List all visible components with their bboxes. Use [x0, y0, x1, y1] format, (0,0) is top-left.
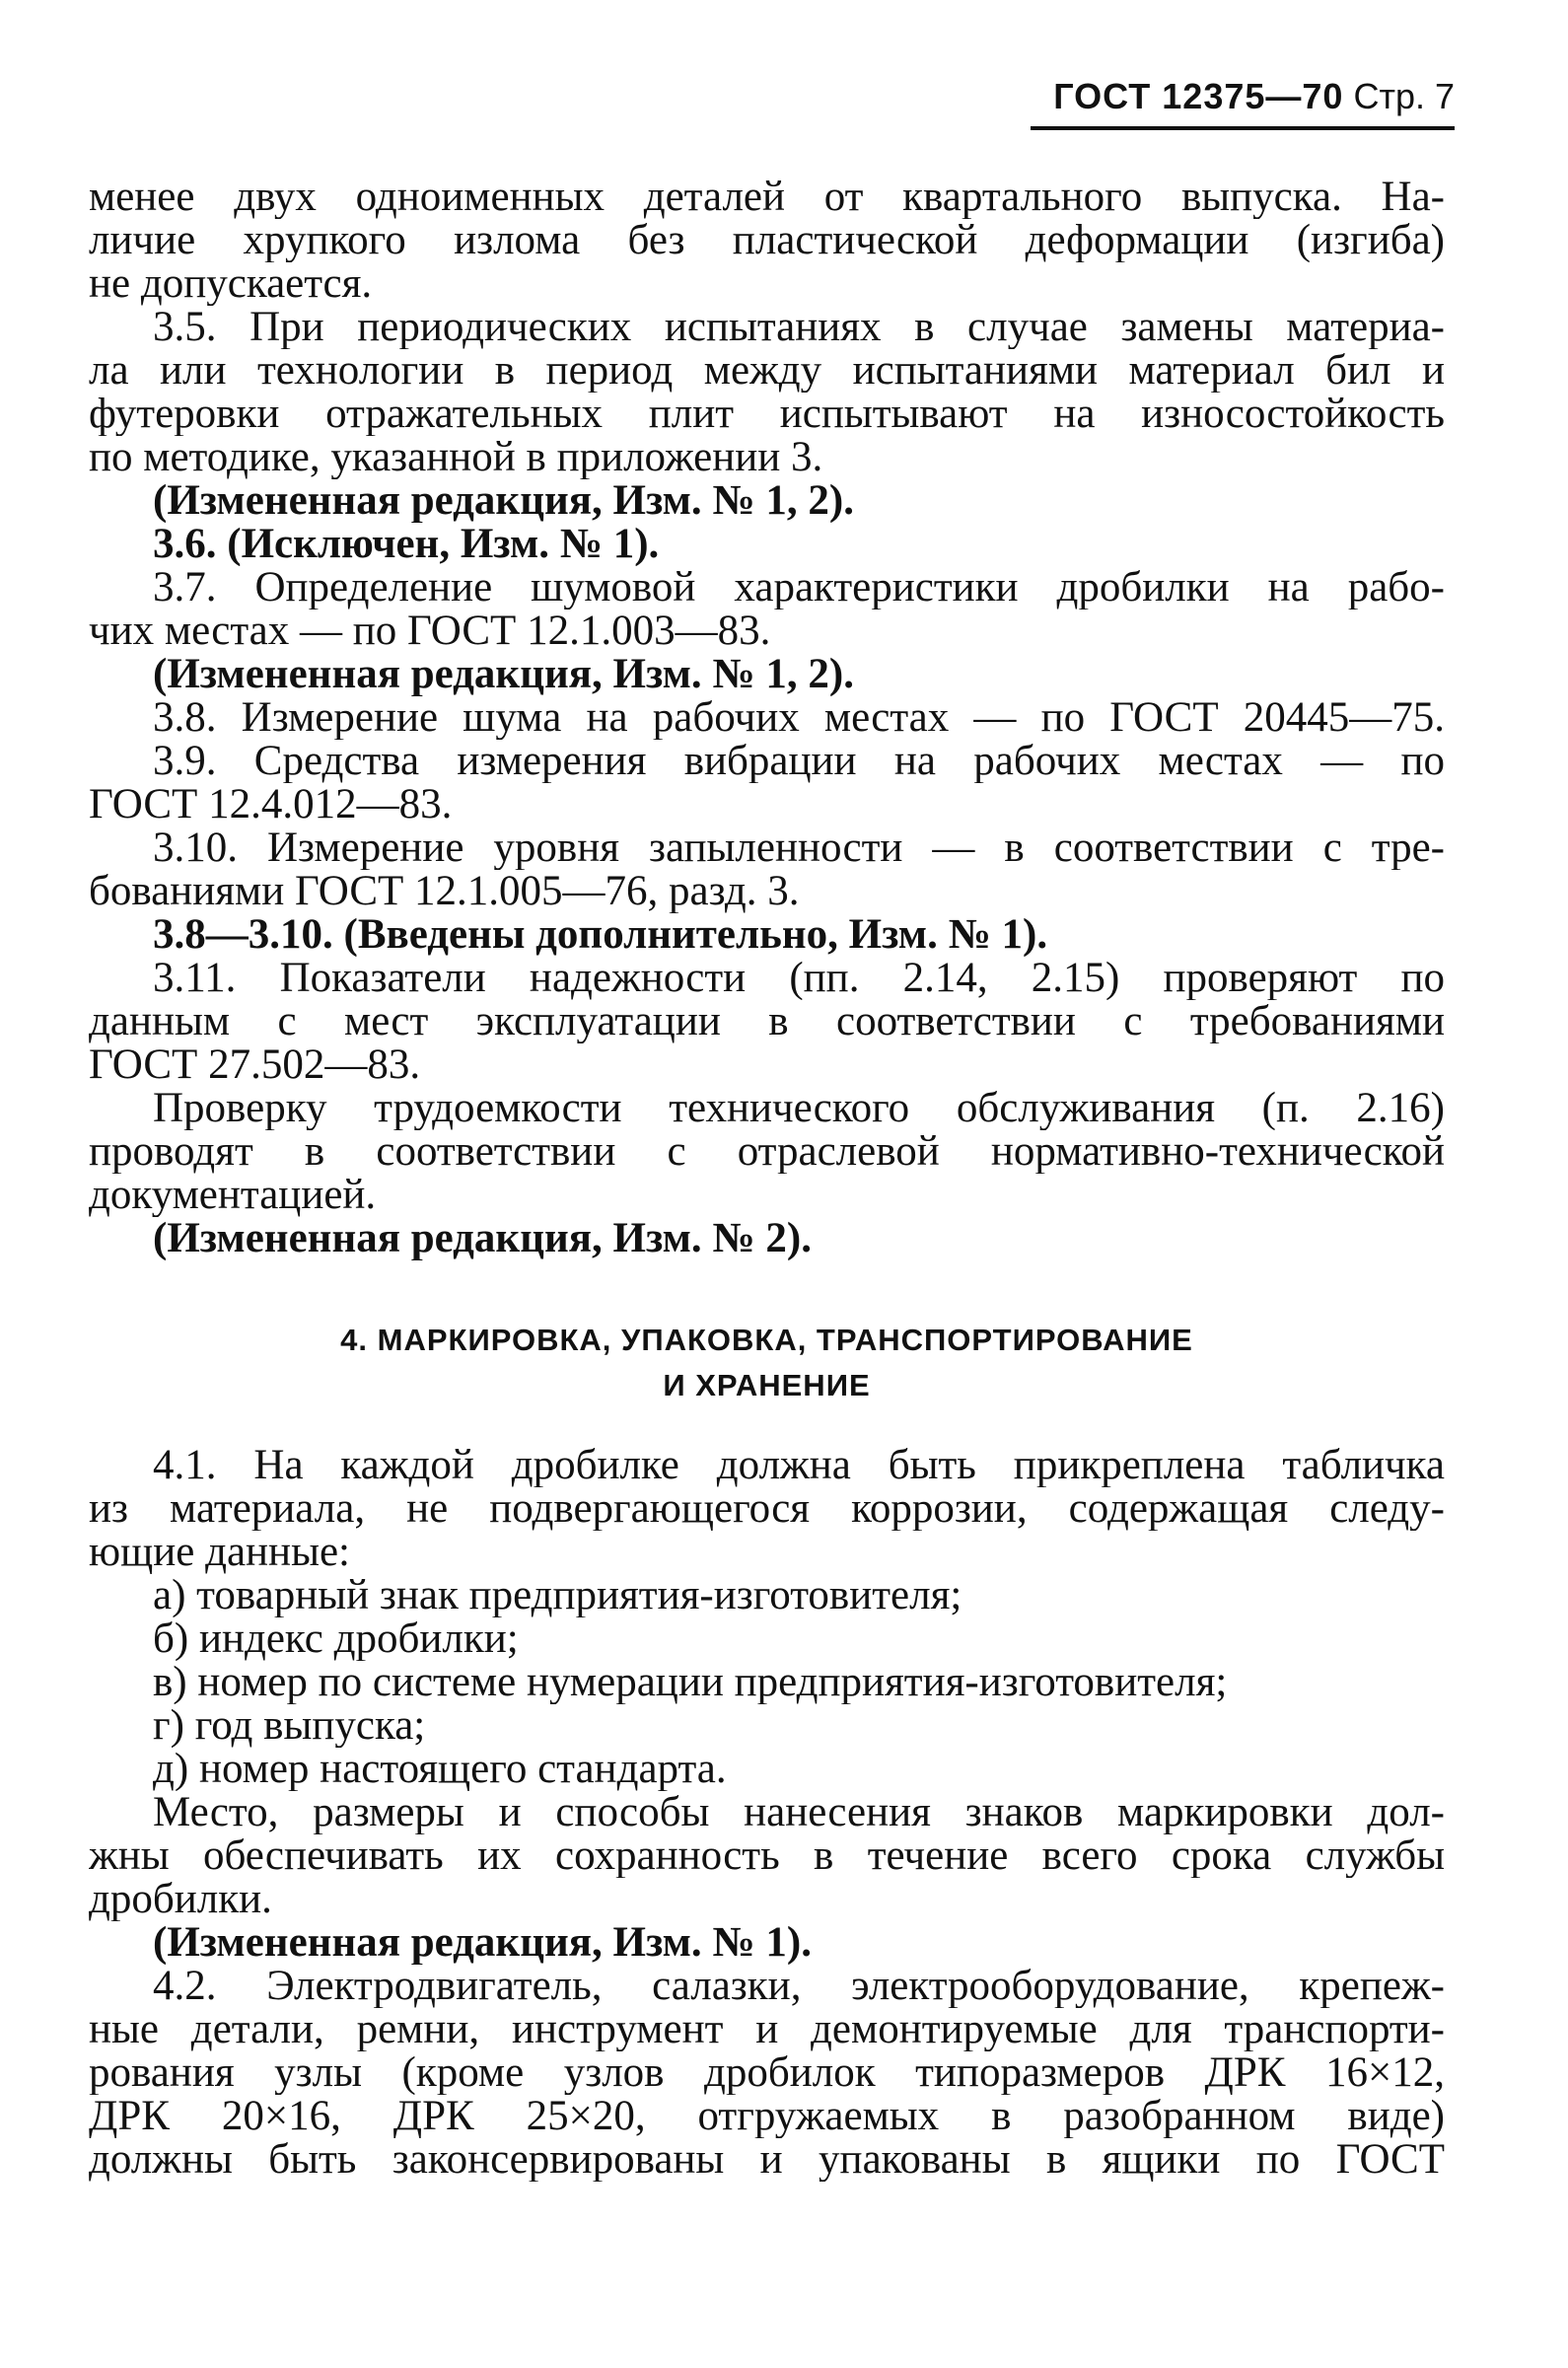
list-item: в) номер по системе нумерации предприятия-изготовителя;	[153, 1661, 1228, 1704]
text-line: личие хрупкого излома без пластической деформации (изгиба)	[89, 219, 1445, 262]
page-header	[1031, 75, 1455, 130]
text-line: бованиями ГОСТ 12.1.005—76, разд. 3.	[89, 870, 800, 913]
amendment-note: (Измененная редакция, Изм. № 1, 2).	[153, 653, 854, 696]
text-line: данным с мест эксплуатации в соответствии с требованиями	[89, 1000, 1445, 1043]
paragraph-3-5	[89, 306, 1445, 479]
text-line: чих местах — по ГОСТ 12.1.003—83.	[89, 610, 771, 653]
page-number: Стр. 7	[1353, 76, 1455, 116]
text-line: из материала, не подвергающегося коррозии, содержащая следу-	[89, 1487, 1445, 1531]
paragraph-3-9	[89, 740, 1445, 826]
paragraph-3-11-continued	[89, 1087, 1445, 1217]
text-line: 3.9. Средства измерения вибрации на рабочих местах — по	[153, 740, 1445, 783]
amendment-note: (Измененная редакция, Изм. № 1).	[153, 1921, 812, 1965]
amendment-note: (Измененная редакция, Изм. № 1, 2).	[153, 479, 854, 523]
text-line: 4.1. На каждой дробилке должна быть прикреплена табличка	[153, 1444, 1445, 1487]
text-line: документацией.	[89, 1174, 377, 1217]
text-line: ющие данные:	[89, 1531, 350, 1574]
text-line: жны обеспечивать их сохранность в течение всего срока службы	[89, 1834, 1445, 1878]
text-line: дробилки.	[89, 1878, 272, 1921]
amendment-note: 3.8—3.10. (Введены дополнительно, Изм. № 1).	[153, 913, 1048, 957]
list-item: д) номер настоящего стандарта.	[153, 1748, 727, 1791]
spacer	[89, 1408, 1445, 1444]
amendment-note: (Измененная редакция, Изм. № 2).	[153, 1217, 812, 1260]
paragraph-3-7	[89, 566, 1445, 653]
paragraph-4-1-continued	[89, 1791, 1445, 1921]
list-item: а) товарный знак предприятия-изготовителя;	[153, 1574, 962, 1617]
paragraph-3-11	[89, 957, 1445, 1087]
marking-list	[89, 1574, 1445, 1791]
text-line: ные детали, ремни, инструмент и демонтируемые для транспорти-	[89, 2008, 1445, 2051]
text-line: Место, размеры и способы нанесения знаков маркировки дол-	[153, 1791, 1445, 1834]
paragraph-3-10	[89, 826, 1445, 913]
text-line: футеровки отражательных плит испытывают на износостойкость	[89, 393, 1445, 436]
spacer	[89, 1260, 1445, 1318]
list-item: б) индекс дробилки;	[153, 1617, 519, 1661]
text-line: ла или технологии в период между испытаниями материал бил и	[89, 349, 1445, 393]
text-line: ДРК 20×16, ДРК 25×20, отгружаемых в разобранном виде)	[89, 2095, 1445, 2138]
text-line: 3.7. Определение шумовой характеристики дробилки на рабо-	[153, 566, 1445, 610]
text-line: 3.5. При периодических испытаниях в случае замены материа-	[153, 306, 1445, 349]
text-line: Проверку трудоемкости технического обслуживания (п. 2.16)	[153, 1087, 1445, 1130]
section-heading-line: 4. МАРКИРОВКА, УПАКОВКА, ТРАНСПОРТИРОВАНИЕ	[340, 1323, 1193, 1357]
text-line: ГОСТ 12.4.012—83.	[89, 783, 453, 826]
text-line: 3.11. Показатели надежности (пп. 2.14, 2.15) проверяют по	[153, 957, 1445, 1000]
standard-number: ГОСТ 12375—70	[1053, 76, 1344, 116]
paragraph-4-2	[89, 1965, 1445, 2182]
text-line: 3.10. Измерение уровня запыленности — в соответствии с тре-	[153, 826, 1445, 870]
text-line: ГОСТ 27.502—83.	[89, 1043, 421, 1087]
paragraph-3-6: 3.6. (Исключен, Изм. № 1).	[153, 523, 660, 566]
text-line: по методике, указанной в приложении 3.	[89, 436, 823, 479]
text-line: проводят в соответствии с отраслевой нормативно-технической	[89, 1130, 1445, 1174]
paragraph-4-1	[89, 1444, 1445, 1574]
list-item: г) год выпуска;	[153, 1704, 426, 1748]
paragraph-continued	[89, 176, 1445, 306]
text-line: 4.2. Электродвигатель, салазки, электрооборудование, крепеж-	[153, 1965, 1445, 2008]
paragraph-3-8: 3.8. Измерение шума на рабочих местах — по ГОСТ 20445—75.	[153, 696, 1445, 740]
document-body	[89, 176, 1445, 2182]
text-line: рования узлы (кроме узлов дробилок типоразмеров ДРК 16×12,	[89, 2051, 1445, 2095]
section-heading-line: И ХРАНЕНИЕ	[663, 1368, 871, 1402]
text-line: менее двух одноименных деталей от квартального выпуска. На-	[89, 176, 1445, 219]
text-line: должны быть законсервированы и упакованы в ящики по ГОСТ	[89, 2138, 1445, 2182]
text-line: не допускается.	[89, 262, 373, 306]
section-heading	[89, 1318, 1445, 1408]
